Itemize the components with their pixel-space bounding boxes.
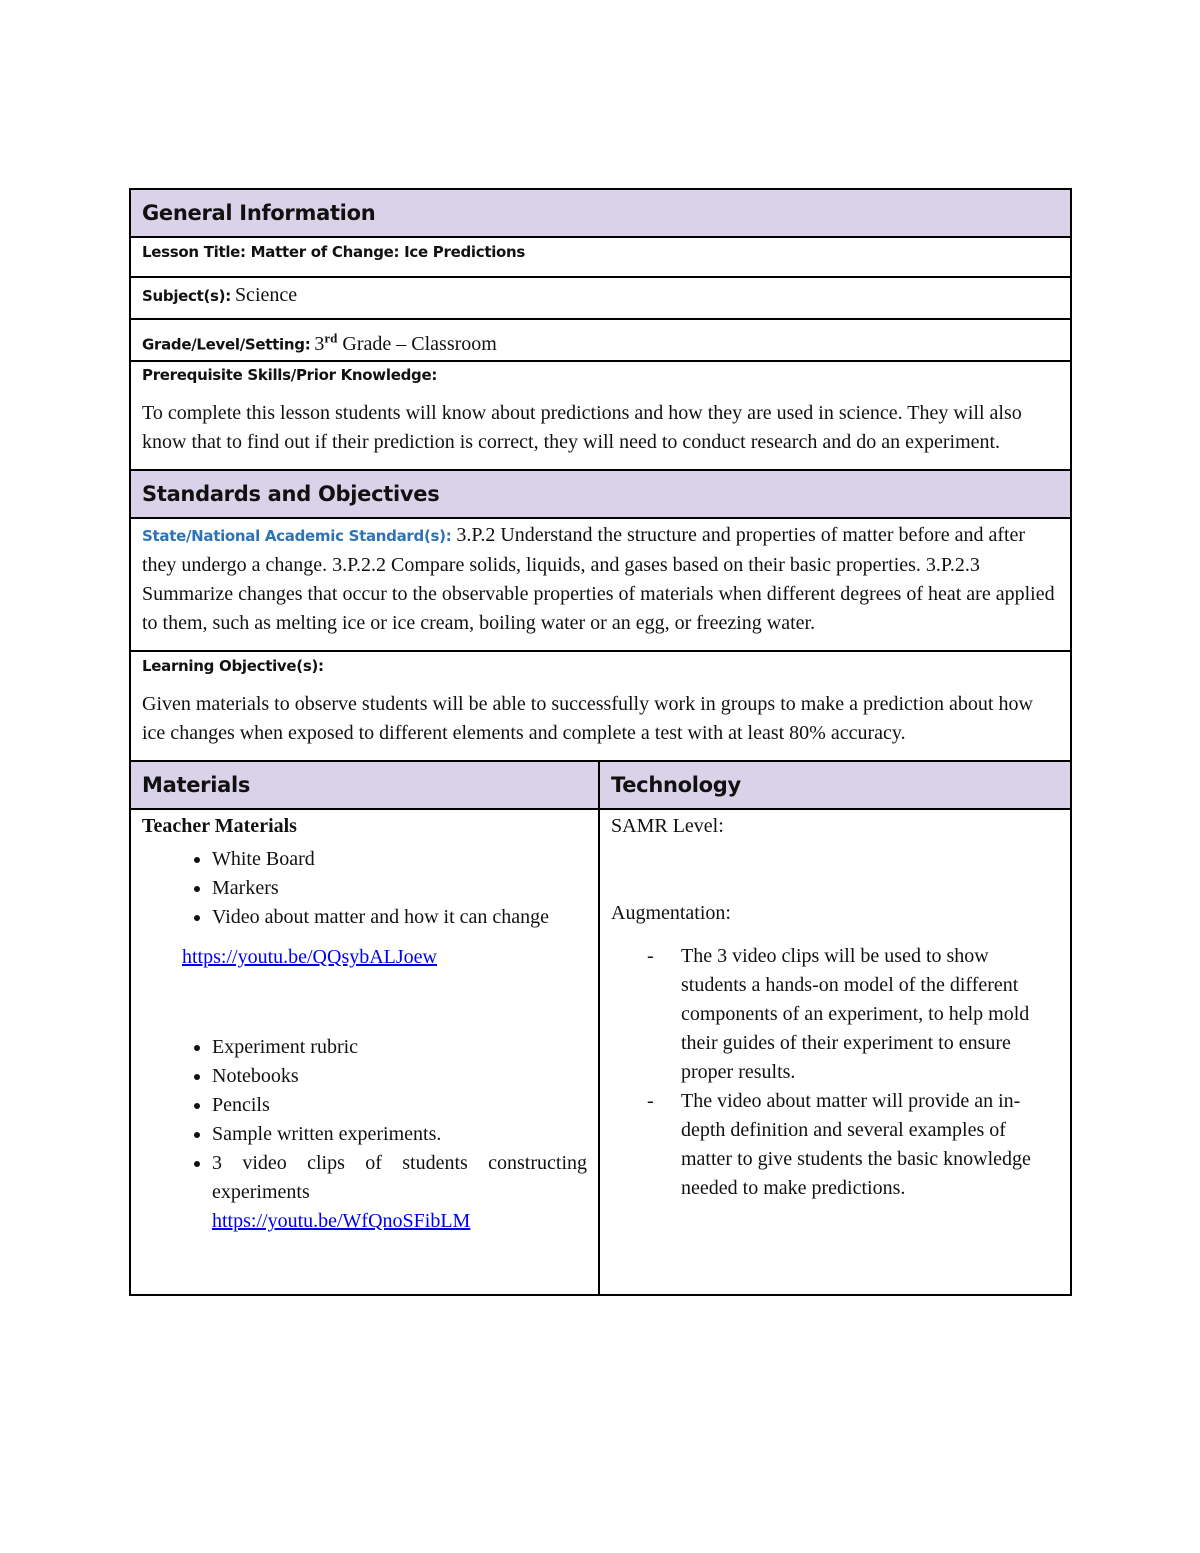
list-item: • 3 video clips of students constructing experiments https://youtu.be/WfQnoSFibLM	[212, 1149, 587, 1236]
list-item: • Pencils	[212, 1091, 587, 1120]
materials-header	[130, 761, 599, 809]
lesson-title: Lesson Title: Matter of Change: Ice Predictions	[142, 243, 526, 261]
general-information-header	[130, 189, 1071, 237]
samr-label: SAMR Level:	[611, 815, 724, 837]
list-item: • White Board	[212, 845, 587, 874]
grade-row	[130, 319, 1071, 361]
video-link-experiments[interactable]: https://youtu.be/WfQnoSFibLM	[212, 1210, 471, 1232]
grade-label: Grade/Level/Setting:	[142, 335, 311, 354]
prerequisite-row	[130, 361, 1071, 470]
materials-list-b	[142, 1033, 587, 1236]
objective-text: Given materials to observe students will be able to successfully work in groups to make a prediction about how ice changes when exposed to different elements and complete a test with at least 80% accuracy.	[142, 693, 1033, 744]
objective-label: Learning Objective(s):	[142, 657, 324, 675]
prerequisite-label: Prerequisite Skills/Prior Knowledge:	[142, 366, 438, 384]
objective-row	[130, 651, 1071, 761]
teacher-materials-label: Teacher Materials	[142, 815, 297, 837]
subject-label: Subject(s):	[142, 287, 231, 305]
list-item: - The video about matter will provide an in-depth definition and several examples of matter to give students the basic knowledge needed to make predictions.	[681, 1087, 1059, 1203]
technology-header	[599, 761, 1071, 809]
section-title: Standards and Objectives	[142, 482, 440, 506]
section-title: Technology	[611, 773, 741, 797]
lesson-title-row	[130, 237, 1071, 277]
grade-value: 3rd Grade – Classroom	[314, 330, 497, 355]
technology-list	[611, 942, 1059, 1203]
list-item: • Markers	[212, 874, 587, 903]
list-item: - The 3 video clips will be used to show students a hands-on model of the different components of an experiment, to help mold their guides of their experiment to ensure proper results.	[681, 942, 1059, 1087]
section-title: Materials	[142, 773, 251, 797]
materials-cell	[130, 809, 599, 1295]
standards-header	[130, 470, 1071, 518]
list-item: • Notebooks	[212, 1062, 587, 1091]
standards-label: State/National Academic Standard(s):	[142, 527, 452, 545]
prerequisite-text: To complete this lesson students will know about predictions and how they are used in science. They will also know that to find out if their prediction is correct, they will need to conduct research and do an experiment.	[142, 402, 1022, 453]
materials-list-a	[142, 845, 587, 932]
video-link-matter[interactable]: https://youtu.be/QQsybALJoew	[182, 946, 437, 968]
subject-value: Science	[234, 284, 298, 306]
technology-cell	[599, 809, 1071, 1295]
augmentation-label: Augmentation:	[611, 902, 731, 924]
list-item: • Sample written experiments.	[212, 1120, 587, 1149]
list-item: • Experiment rubric	[212, 1033, 587, 1062]
section-title: General Information	[142, 201, 376, 225]
subject-row	[130, 277, 1071, 319]
list-item: • Video about matter and how it can change	[212, 903, 587, 932]
standards-row	[130, 518, 1071, 651]
lesson-plan-table	[129, 188, 1072, 1296]
standards-text: 3.P.2 Understand the structure and properties of matter before and after they undergo a change. 3.P.2.2 Compare solids, liquids, and gases based on their basic properties. 3.P.2.3 Summarize changes that occur to the observable properties of materials when different degrees of heat are applied to them, such as melting ice or ice cream, boiling water or an egg, or freezing water.	[142, 524, 1055, 634]
